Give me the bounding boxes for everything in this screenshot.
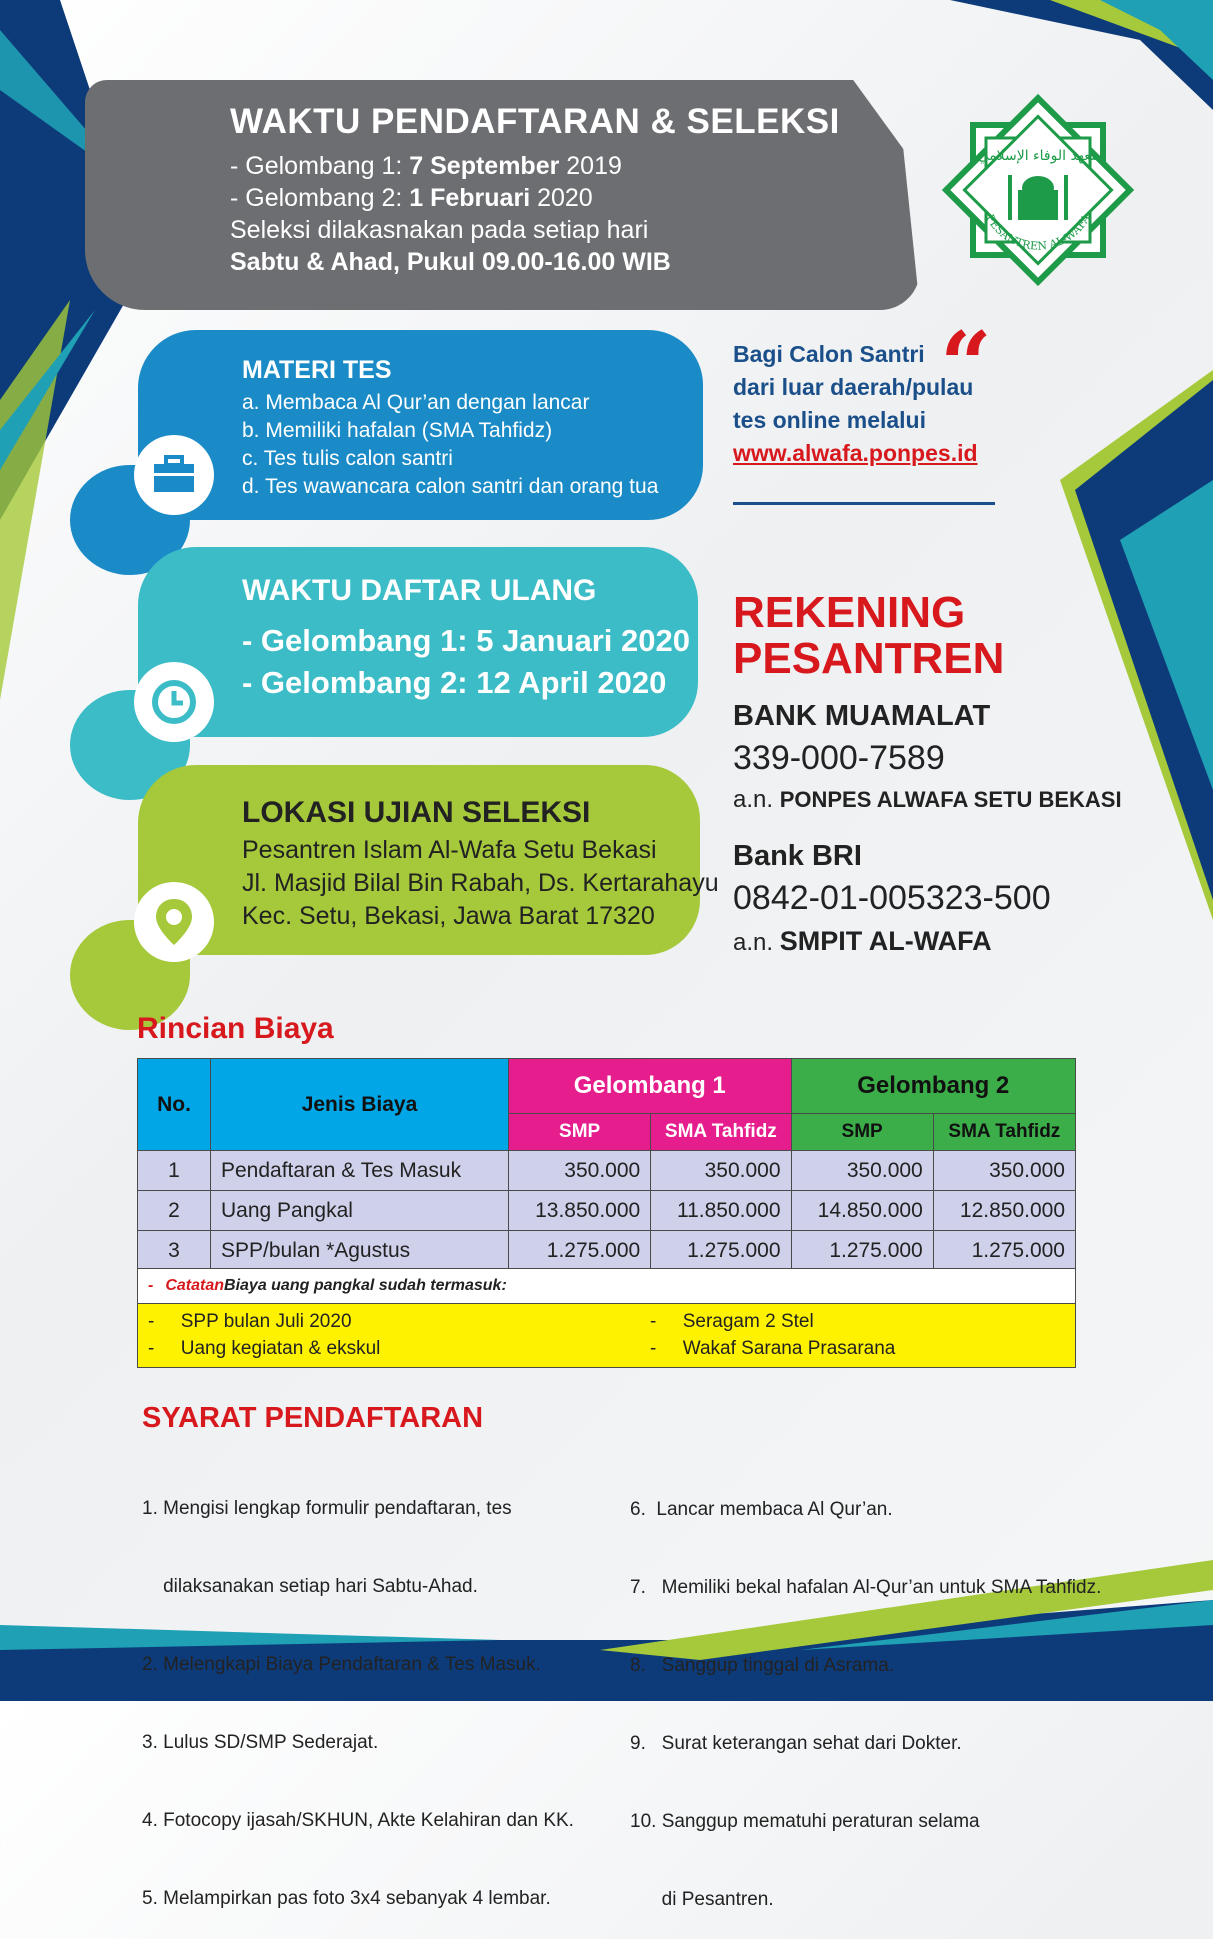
svg-text:PESANTREN AL-WAFA: PESANTREN AL-WAFA: [983, 212, 1093, 253]
materi-item: d. Tes wawancara calon santri dan orang tua: [242, 475, 659, 498]
list-item: 2. Melengkapi Biaya Pendaftaran & Tes Masuk.: [142, 1654, 541, 1675]
lokasi-line: Pesantren Islam Al-Wafa Setu Bekasi: [242, 836, 657, 864]
list-item: 1. Mengisi lengkap formulir pendaftaran, tes: [142, 1498, 512, 1519]
registration-title: WAKTU PENDAFTARAN & SELEKSI: [230, 102, 840, 141]
list-item: 5. Melampirkan pas foto 3x4 sebanyak 4 lembar.: [142, 1888, 551, 1909]
table-row: 1 Pendaftaran & Tes Masuk 350.000 350.000 350.000 350.000: [138, 1151, 1076, 1191]
location-pin-icon: [134, 882, 214, 962]
lokasi-line: Jl. Masjid Bilal Bin Rabah, Ds. Kertarahayu: [242, 869, 719, 897]
included-item: - Uang kegiatan & ekskul: [148, 1338, 381, 1359]
col-header-gelombang-1: Gelombang 1: [509, 1059, 792, 1114]
briefcase-icon: [134, 435, 214, 515]
list-item: di Pesantren.: [630, 1889, 774, 1910]
list-item: 3. Lulus SD/SMP Sederajat.: [142, 1732, 379, 1753]
selection-note: Seleksi dilakasnakan pada setiap hari: [230, 216, 649, 244]
wave-1-date: - Gelombang 1: 7 September 2019: [230, 152, 622, 180]
col-header-sma: SMA Tahfidz: [933, 1114, 1075, 1151]
quote-mark: “: [940, 312, 992, 418]
account-holder: a.n. PONPES ALWAFA SETU BEKASI: [733, 786, 1122, 813]
table-row: 2 Uang Pangkal 13.850.000 11.850.000 14.850.000 12.850.000: [138, 1191, 1076, 1231]
materi-item: c. Tes tulis calon santri: [242, 447, 453, 470]
online-test-note: [733, 338, 988, 470]
bank-name: Bank BRI: [733, 840, 862, 872]
syarat-left-list: [142, 1444, 574, 1938]
rekening-title: REKENING: [733, 588, 966, 637]
col-header-jenis: Jenis Biaya: [211, 1059, 509, 1151]
online-line: dari luar daerah/pulau: [733, 374, 974, 400]
list-item: dilaksanakan setiap hari Sabtu-Ahad.: [142, 1576, 478, 1597]
table-row: 3 SPP/bulan *Agustus 1.275.000 1.275.000 1.275.000 1.275.000: [138, 1231, 1076, 1271]
list-item: 10. Sanggup mematuhi peraturan selama: [630, 1811, 980, 1832]
online-line: tes online melalui: [733, 407, 926, 433]
included-items-box: [137, 1303, 1076, 1368]
materi-tes-title: MATERI TES: [242, 356, 392, 384]
list-item: 8. Sanggup tinggal di Asrama.: [630, 1655, 895, 1676]
list-item: 7. Memiliki bekal hafalan Al-Qur’an untuk SMA Tahfidz.: [630, 1577, 1102, 1598]
included-item: - Wakaf Sarana Prasarana: [650, 1338, 896, 1359]
list-item: 6. Lancar membaca Al Qur’an.: [630, 1499, 893, 1520]
daftar-ulang-wave-2: - Gelombang 2: 12 April 2020: [242, 665, 667, 700]
wave-2-date: - Gelombang 2: 1 Februari 2020: [230, 184, 593, 212]
pesantren-logo: [928, 80, 1148, 300]
selection-time: Sabtu & Ahad, Pukul 09.00-16.00 WIB: [230, 248, 671, 276]
materi-item: b. Memiliki hafalan (SMA Tahfidz): [242, 419, 553, 442]
divider: [733, 502, 995, 505]
syarat-title: SYARAT PENDAFTARAN: [142, 1402, 484, 1434]
registration-schedule-banner: [85, 80, 920, 310]
fee-note: - Catatan Biaya uang pangkal sudah termasuk:: [137, 1268, 1076, 1304]
bank-accounts: [733, 590, 1122, 957]
account-number: 339-000-7589: [733, 739, 945, 777]
list-item: 4. Fotocopy ijasah/SKHUN, Akte Kelahiran dan KK.: [142, 1810, 574, 1831]
col-header-smp: SMP: [791, 1114, 933, 1151]
col-header-gelombang-2: Gelombang 2: [791, 1059, 1075, 1114]
online-line: Bagi Calon Santri: [733, 341, 925, 367]
list-item: 9. Surat keterangan sehat dari Dokter.: [630, 1733, 962, 1754]
logo-arabic-text: معهد الوفاء الإسلامي: [977, 148, 1099, 164]
account-holder: a.n. SMPIT AL-WAFA: [733, 926, 992, 956]
bank-name: BANK MUAMALAT: [733, 700, 991, 732]
clock-icon: [134, 662, 214, 742]
included-item: - SPP bulan Juli 2020: [148, 1311, 352, 1332]
rekening-title: PESANTREN: [733, 634, 1005, 683]
col-header-smp: SMP: [509, 1114, 651, 1151]
lokasi-line: Kec. Setu, Bekasi, Jawa Barat 17320: [242, 902, 655, 930]
col-header-sma: SMA Tahfidz: [651, 1114, 791, 1151]
materi-item: a. Membaca Al Qur’an dengan lancar: [242, 391, 590, 414]
website-link[interactable]: www.alwafa.ponpes.id: [733, 440, 978, 466]
syarat-right-list: [630, 1445, 1101, 1939]
fee-table: [137, 1058, 1076, 1271]
daftar-ulang-title: WAKTU DAFTAR ULANG: [242, 574, 597, 607]
lokasi-title: LOKASI UJIAN SELEKSI: [242, 796, 591, 829]
rincian-biaya-title: Rincian Biaya: [137, 1012, 334, 1045]
col-header-no: No.: [138, 1059, 211, 1151]
included-item: - Seragam 2 Stel: [650, 1311, 814, 1332]
account-number: 0842-01-005323-500: [733, 879, 1051, 917]
daftar-ulang-wave-1: - Gelombang 1: 5 Januari 2020: [242, 623, 690, 658]
